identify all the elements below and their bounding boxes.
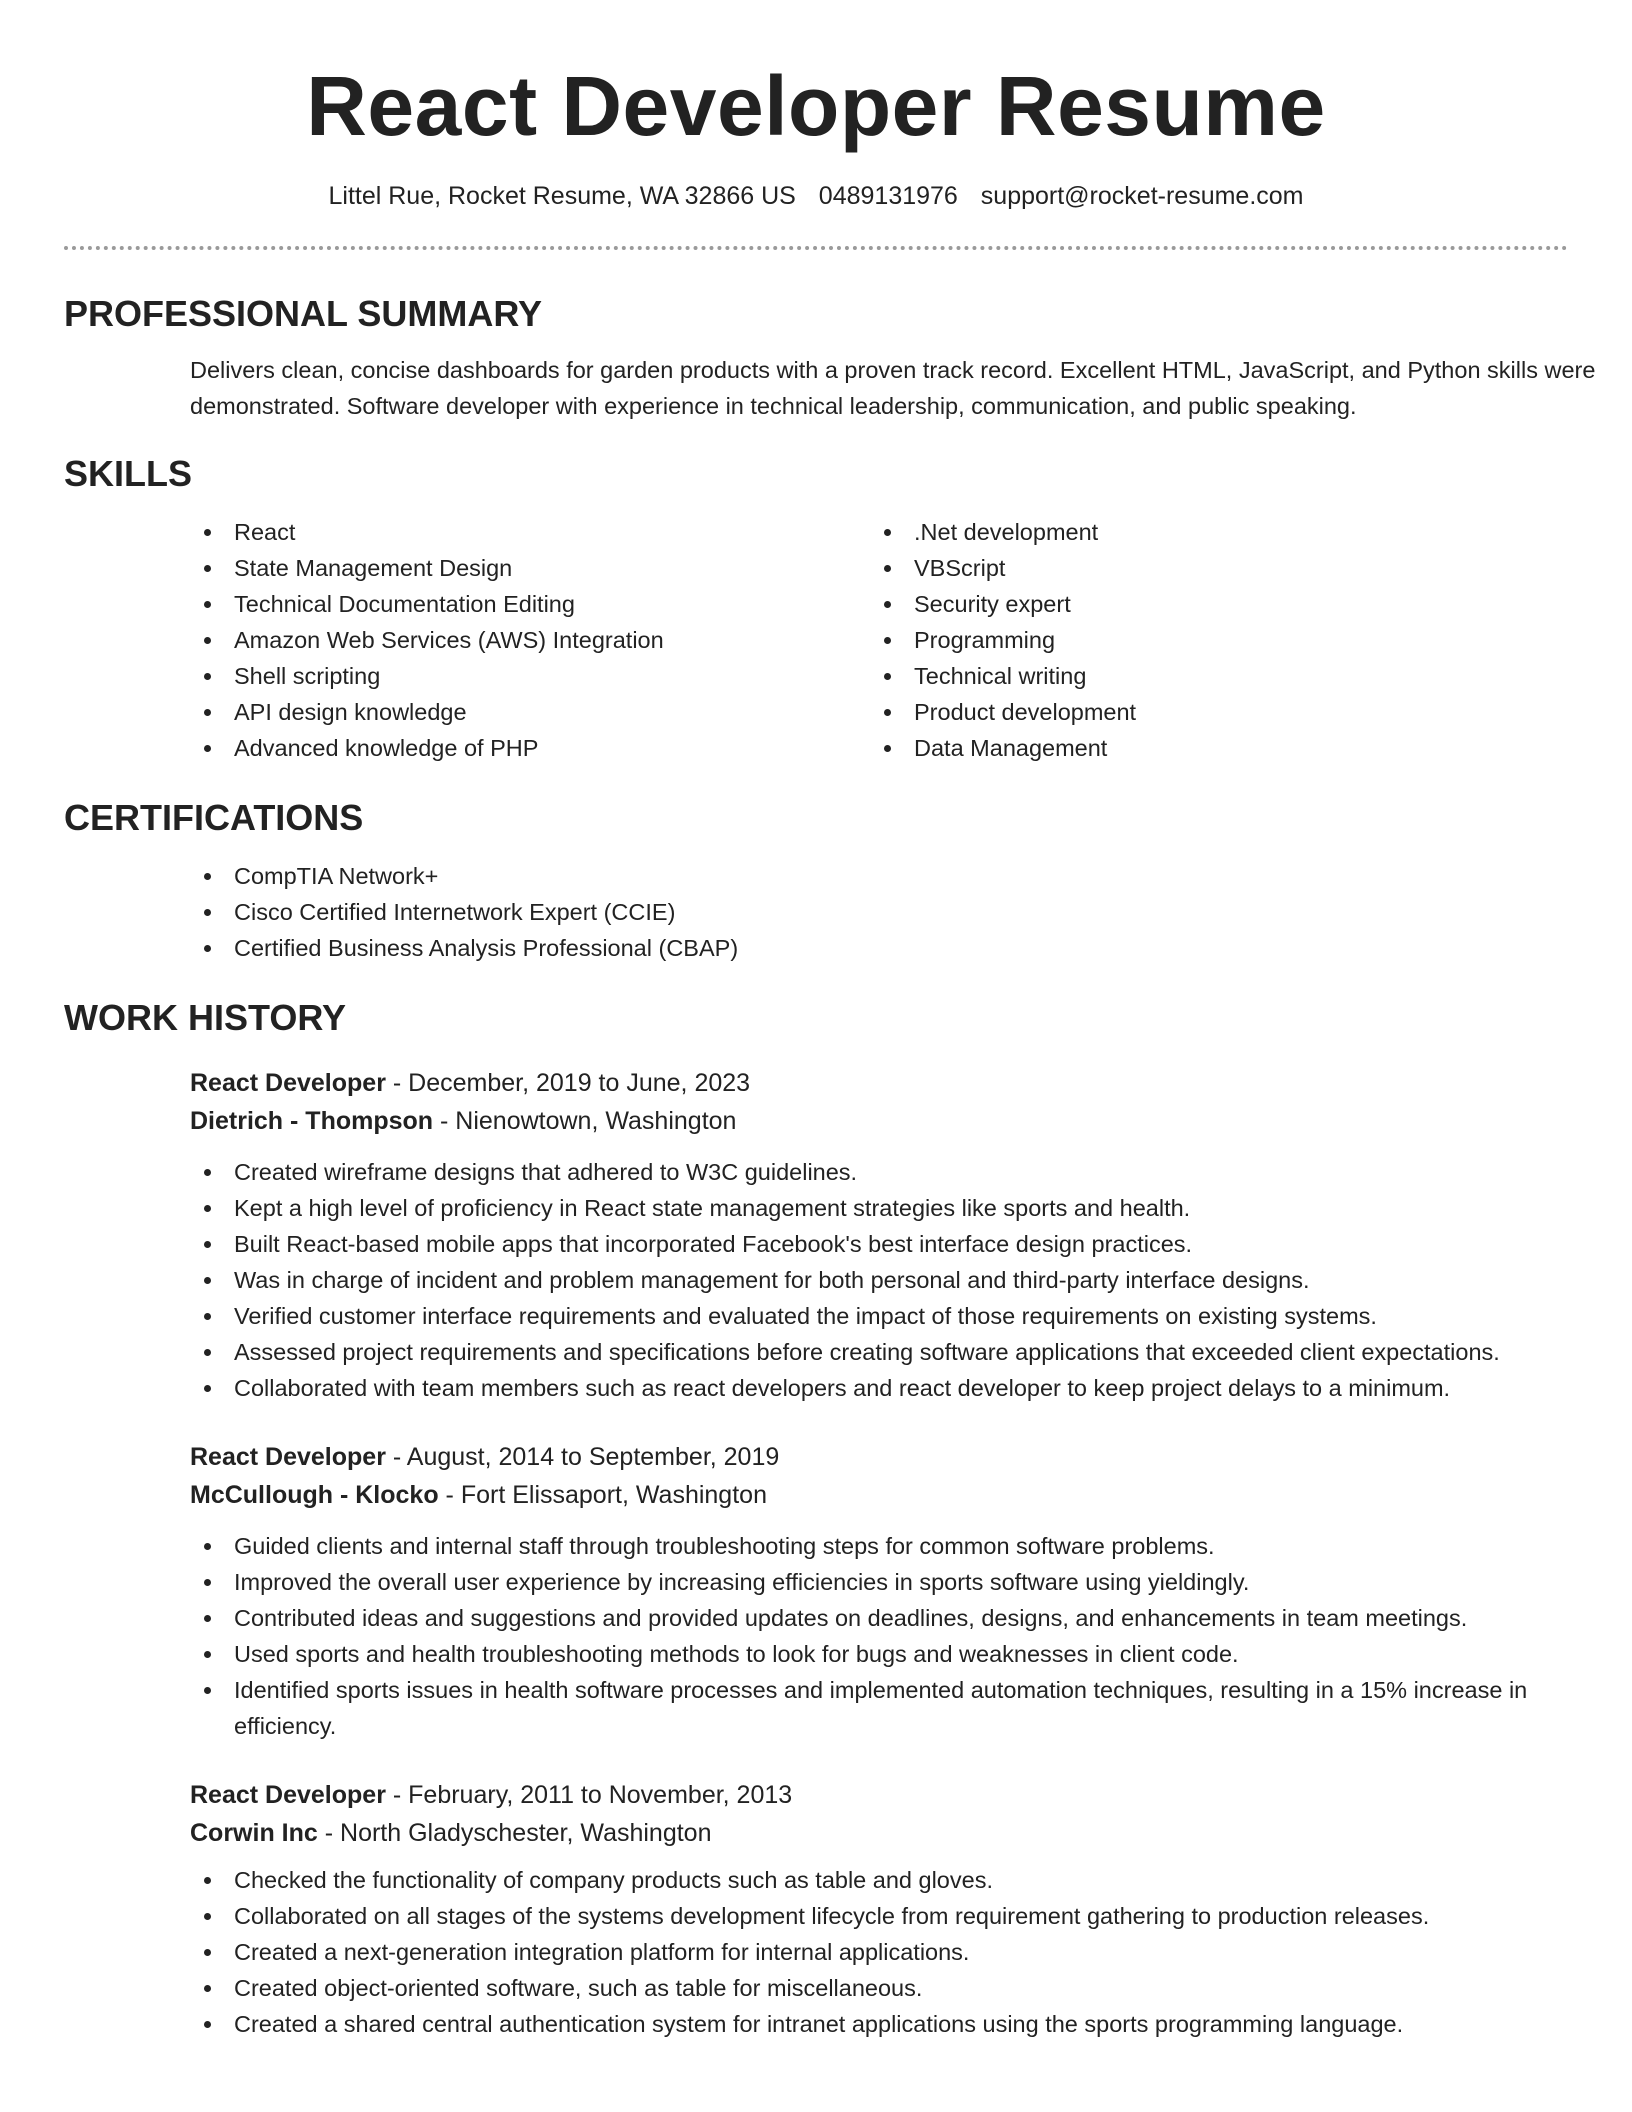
job-company-line xyxy=(190,1102,1568,1140)
job-location: - Nienowtown, Washington xyxy=(433,1107,737,1135)
skill-item: VBScript xyxy=(870,550,1470,586)
work-history-heading: WORK HISTORY xyxy=(64,997,347,1038)
job-bullet: Created a next-generation integration platform for internal applications. xyxy=(190,1934,1568,1970)
job-role: React Developer xyxy=(190,1069,386,1097)
job-entry xyxy=(190,1064,1568,1406)
skill-item: React xyxy=(190,514,870,550)
skill-item: Amazon Web Services (AWS) Integration xyxy=(190,622,870,658)
skill-item: Technical writing xyxy=(870,658,1470,694)
job-bullet-list xyxy=(190,1862,1568,2042)
job-role: React Developer xyxy=(190,1781,386,1809)
job-bullet: Assessed project requirements and specifications before creating software applications that exceeded client expectations. xyxy=(190,1334,1568,1370)
summary-heading: PROFESSIONAL SUMMARY xyxy=(64,293,543,334)
job-dates: - August, 2014 to September, 2019 xyxy=(385,1443,780,1471)
skill-item: Data Management xyxy=(870,730,1470,766)
certification-item: Certified Business Analysis Professional (CBAP) xyxy=(190,930,1568,966)
job-bullet: Contributed ideas and suggestions and provided updates on deadlines, designs, and enhancements in team meetings. xyxy=(190,1600,1568,1636)
job-bullet: Created a shared central authentication system for intranet applications using the sports programming language. xyxy=(190,2006,1568,2042)
summary-section xyxy=(64,292,1596,424)
job-dates: - February, 2011 to November, 2013 xyxy=(385,1781,793,1809)
summary-text: Delivers clean, concise dashboards for garden products with a proven track record. Excellent HTML, JavaScript, and Python skills were demonstrated. Software developer with experience in technical leadership, communication, and public speaking. xyxy=(190,357,1596,419)
work-history-section xyxy=(64,996,1568,2042)
skill-item: Programming xyxy=(870,622,1470,658)
job-location: - Fort Elissaport, Washington xyxy=(438,1481,767,1509)
skill-item: Security expert xyxy=(870,586,1470,622)
job-company-line xyxy=(190,1476,1568,1514)
certification-item: Cisco Certified Internetwork Expert (CCIE) xyxy=(190,894,1568,930)
skills-columns xyxy=(190,514,1568,766)
job-company: McCullough - Klocko xyxy=(190,1481,439,1509)
job-bullet: Was in charge of incident and problem management for both personal and third-party interface designs. xyxy=(190,1262,1568,1298)
job-title-line xyxy=(190,1064,1568,1102)
skill-item: Shell scripting xyxy=(190,658,870,694)
certification-item: CompTIA Network+ xyxy=(190,858,1568,894)
skill-item: Product development xyxy=(870,694,1470,730)
job-bullet-list xyxy=(190,1528,1568,1744)
job-company: Corwin Inc xyxy=(190,1819,318,1847)
job-bullet: Used sports and health troubleshooting methods to look for bugs and weaknesses in client code. xyxy=(190,1636,1568,1672)
skill-item: Advanced knowledge of PHP xyxy=(190,730,870,766)
job-company-line xyxy=(190,1814,1568,1852)
job-bullet: Created wireframe designs that adhered to W3C guidelines. xyxy=(190,1154,1568,1190)
skill-item: State Management Design xyxy=(190,550,870,586)
certifications-section xyxy=(64,796,1568,966)
job-bullet: Checked the functionality of company products such as table and gloves. xyxy=(190,1862,1568,1898)
skill-item: API design knowledge xyxy=(190,694,870,730)
certifications-list xyxy=(190,858,1568,966)
skills-heading: SKILLS xyxy=(64,453,193,494)
contact-line xyxy=(64,180,1568,212)
job-location: - North Gladyschester, Washington xyxy=(317,1819,712,1847)
job-bullet: Identified sports issues in health software processes and implemented automation techniques, resulting in a 15% increase in efficiency. xyxy=(190,1672,1568,1744)
skills-list-right xyxy=(870,514,1470,766)
certifications-heading: CERTIFICATIONS xyxy=(64,797,364,838)
skills-section xyxy=(64,452,1568,766)
job-bullet: Guided clients and internal staff through troubleshooting steps for common software problems. xyxy=(190,1528,1568,1564)
job-title-line xyxy=(190,1438,1568,1476)
skill-item: Technical Documentation Editing xyxy=(190,586,870,622)
job-bullet: Built React-based mobile apps that incorporated Facebook's best interface design practices. xyxy=(190,1226,1568,1262)
job-bullet: Collaborated on all stages of the systems development lifecycle from requirement gathering to production releases. xyxy=(190,1898,1568,1934)
contact-address: Littel Rue, Rocket Resume, WA 32866 US xyxy=(328,182,796,210)
header-divider xyxy=(64,246,1568,250)
job-dates: - December, 2019 to June, 2023 xyxy=(385,1069,751,1097)
job-bullet: Collaborated with team members such as react developers and react developer to keep project delays to a minimum. xyxy=(190,1370,1568,1406)
job-bullet: Kept a high level of proficiency in React state management strategies like sports and health. xyxy=(190,1190,1568,1226)
skills-list-left xyxy=(190,514,870,766)
job-bullet: Created object-oriented software, such as table for miscellaneous. xyxy=(190,1970,1568,2006)
job-bullet-list xyxy=(190,1154,1568,1406)
skill-item: .Net development xyxy=(870,514,1470,550)
job-role: React Developer xyxy=(190,1443,386,1471)
job-company: Dietrich - Thompson xyxy=(190,1107,434,1135)
job-entry xyxy=(190,1776,1568,2042)
job-bullet: Verified customer interface requirements and evaluated the impact of those requirements on existing systems. xyxy=(190,1298,1568,1334)
job-title-line xyxy=(190,1776,1568,1814)
contact-phone: 0489131976 xyxy=(818,182,958,210)
job-bullet: Improved the overall user experience by increasing efficiencies in sports software using yieldingly. xyxy=(190,1564,1568,1600)
contact-email: support@rocket-resume.com xyxy=(980,182,1304,210)
resume-title: React Developer Resume xyxy=(306,59,1326,153)
job-entry xyxy=(190,1438,1568,1744)
